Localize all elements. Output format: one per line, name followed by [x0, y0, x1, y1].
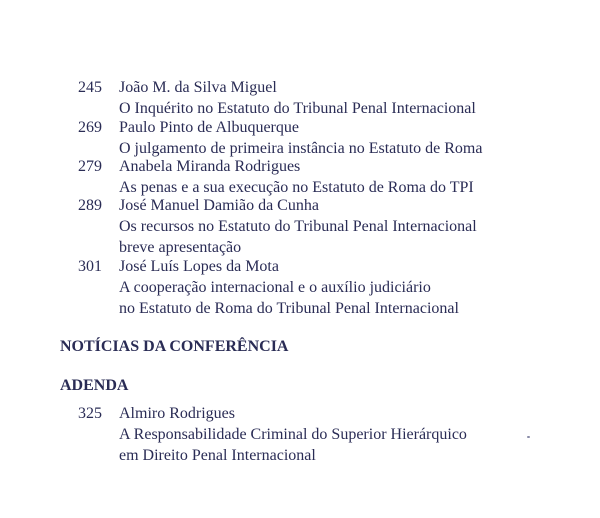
entry-text — [119, 256, 589, 319]
entry-author: José Manuel Damião da Cunha — [119, 197, 319, 214]
entry-title-continued: em Direito Penal Internacional — [119, 447, 316, 464]
entry-text — [119, 403, 589, 466]
page-number: 245 — [78, 79, 102, 96]
page-number: 279 — [78, 158, 102, 175]
section-heading-noticias: NOTÍCIAS DA CONFERÊNCIA — [60, 338, 289, 355]
entry-title: A Responsabilidade Criminal do Superior Hierárquico — [119, 426, 467, 443]
page-number: 289 — [78, 197, 102, 214]
entry-text — [119, 77, 589, 119]
entry-author: José Luís Lopes da Mota — [119, 258, 279, 275]
entry-title-continued: no Estatuto de Roma do Tribunal Penal Internacional — [119, 300, 459, 317]
entry-title: O Inquérito no Estatuto do Tribunal Penal Internacional — [119, 100, 476, 117]
entry-title-continued: breve apresentação — [119, 239, 242, 256]
scan-speck — [527, 436, 530, 438]
entry-title: As penas e a sua execução no Estatuto de Roma do TPI — [119, 179, 474, 196]
entry-text — [119, 156, 589, 198]
entry-title: A cooperação internacional e o auxílio judiciário — [119, 279, 431, 296]
page-number: 325 — [78, 405, 102, 422]
entry-author: Anabela Miranda Rodrigues — [119, 158, 301, 175]
entry-author: João M. da Silva Miguel — [119, 79, 277, 96]
entry-author: Almiro Rodrigues — [119, 405, 235, 422]
page-number: 269 — [78, 119, 102, 136]
entry-text — [119, 117, 589, 159]
entry-author: Paulo Pinto de Albuquerque — [119, 119, 299, 136]
entry-title: Os recursos no Estatuto do Tribunal Penal Internacional — [119, 218, 477, 235]
entry-title: O julgamento de primeira instância no Estatuto de Roma — [119, 140, 483, 157]
entry-text — [119, 195, 589, 258]
page-number: 301 — [78, 258, 102, 275]
section-heading-adenda: ADENDA — [60, 377, 129, 394]
